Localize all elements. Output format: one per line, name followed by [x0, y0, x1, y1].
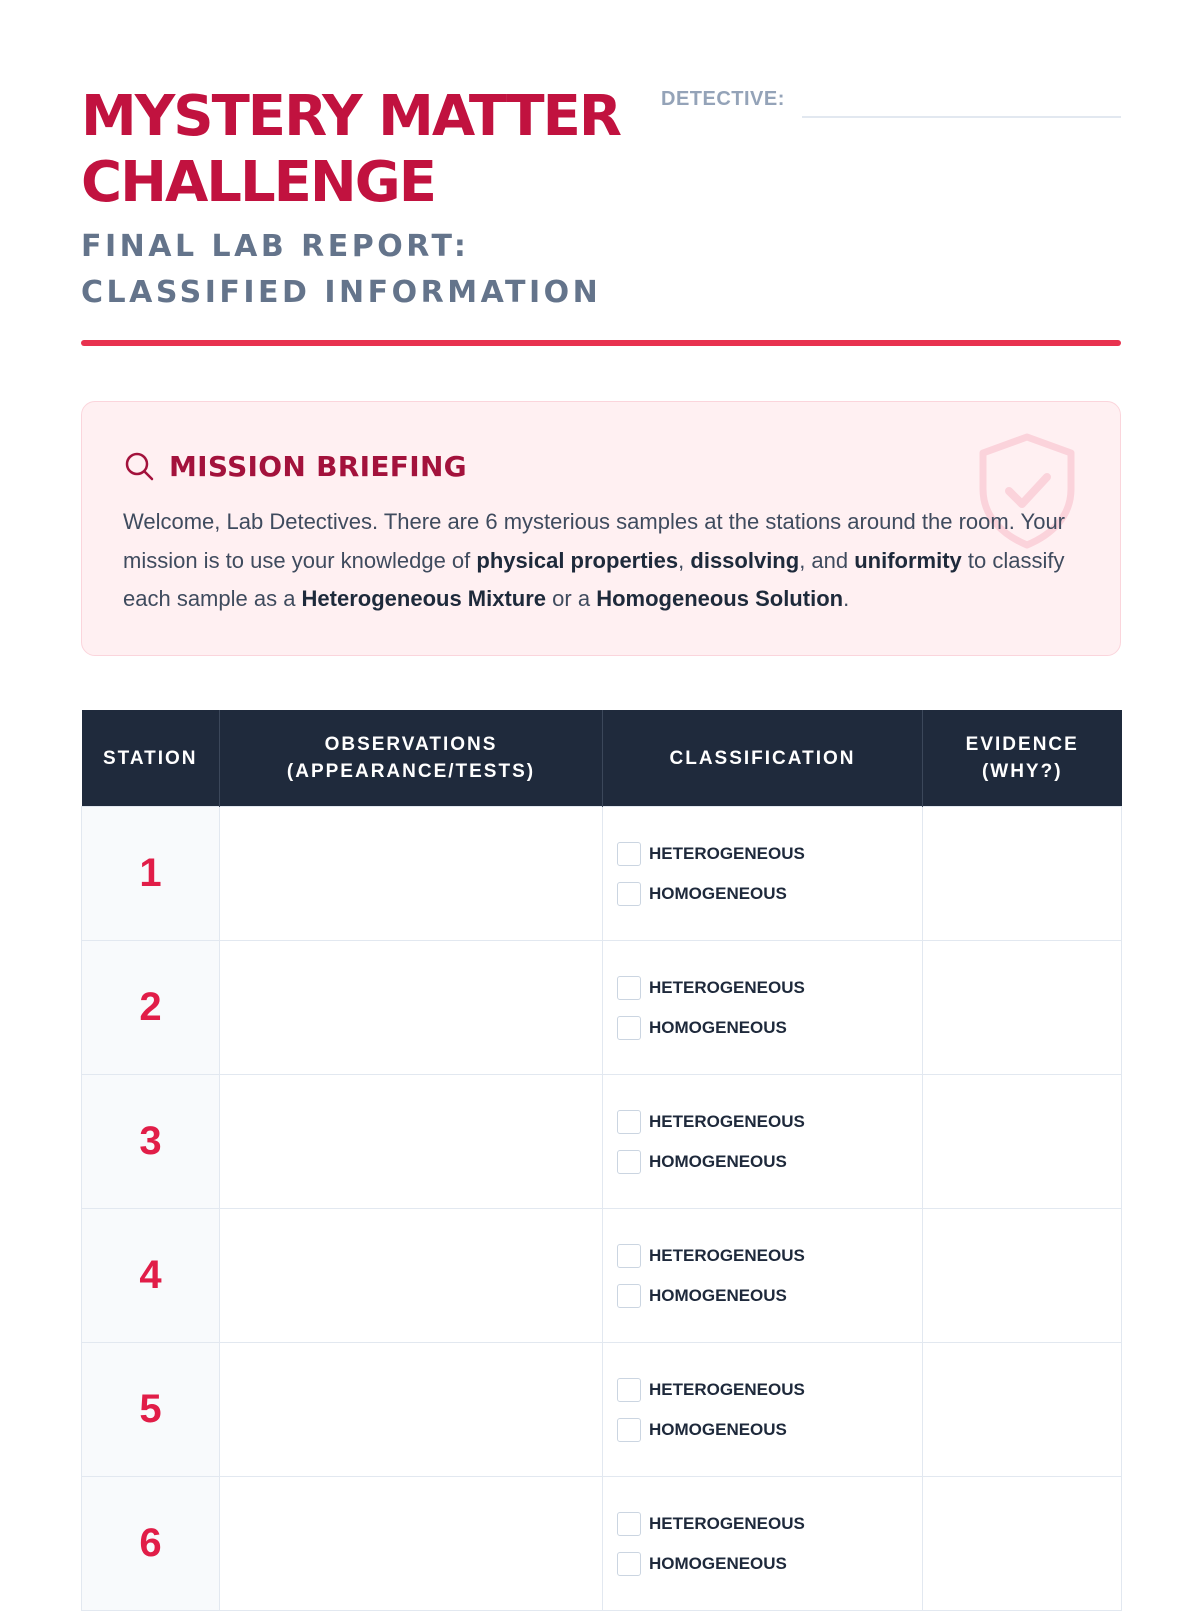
observations-cell[interactable]: [220, 941, 603, 1075]
briefing-keyword: uniformity: [854, 547, 962, 573]
classification-options: [603, 1236, 922, 1316]
station-number: 2: [82, 941, 220, 1075]
heterogeneous-label: HETEROGENEOUS: [649, 1379, 805, 1399]
heterogeneous-checkbox[interactable]: [617, 1378, 641, 1402]
briefing-keyword: Heterogeneous Mixture: [301, 586, 547, 611]
heterogeneous-option[interactable]: [617, 1102, 922, 1142]
briefing-text-part: .: [843, 586, 850, 611]
observations-cell[interactable]: [220, 1477, 603, 1611]
observations-cell[interactable]: [220, 1343, 603, 1477]
heterogeneous-label: HETEROGENEOUS: [649, 843, 805, 863]
briefing-title: MISSION BRIEFING: [169, 449, 467, 483]
header-divider: [81, 340, 1121, 346]
homogeneous-option[interactable]: [617, 1008, 922, 1048]
homogeneous-checkbox[interactable]: [617, 1418, 641, 1442]
classification-options: [603, 834, 922, 914]
homogeneous-checkbox[interactable]: [617, 1552, 641, 1576]
station-number: 1: [82, 807, 220, 941]
heterogeneous-option[interactable]: [617, 834, 922, 874]
heterogeneous-label: HETEROGENEOUS: [649, 1111, 805, 1131]
briefing-keyword: physical properties: [476, 547, 679, 573]
evidence-cell[interactable]: [923, 1209, 1122, 1343]
briefing-text: [123, 503, 1083, 619]
page-title: [81, 84, 620, 216]
table-row: [82, 1343, 1122, 1477]
heterogeneous-label: HETEROGENEOUS: [649, 1245, 805, 1265]
station-number: 3: [82, 1075, 220, 1209]
table-row: [82, 1075, 1122, 1209]
table-row: [82, 1209, 1122, 1343]
detective-field: [661, 86, 1121, 122]
classification-cell: [603, 1075, 923, 1209]
heterogeneous-label: HETEROGENEOUS: [649, 977, 805, 997]
briefing-text-part: Welcome, Lab Detectives. There are 6 mysterious samples at the stations around the room. Your mission is to use your knowledge of: [123, 509, 1066, 573]
heterogeneous-option[interactable]: [617, 968, 922, 1008]
homogeneous-label: HOMOGENEOUS: [649, 1017, 787, 1037]
homogeneous-label: HOMOGENEOUS: [649, 1553, 787, 1573]
detective-name-input[interactable]: [802, 116, 1121, 118]
observations-cell[interactable]: [220, 1075, 603, 1209]
lab-report-table: [81, 710, 1122, 1611]
heterogeneous-checkbox[interactable]: [617, 1110, 641, 1134]
table-header-row: [82, 710, 1122, 807]
subtitle-line-1: FINAL LAB REPORT:: [81, 229, 470, 264]
homogeneous-label: HOMOGENEOUS: [649, 883, 787, 903]
table-row: [82, 941, 1122, 1075]
table-row: [82, 1477, 1122, 1611]
briefing-text-part: to classify each sample as a: [123, 547, 1065, 611]
briefing-text-part: ,: [678, 547, 691, 573]
classification-options: [603, 1102, 922, 1182]
homogeneous-label: HOMOGENEOUS: [649, 1419, 787, 1439]
search-icon: [123, 450, 155, 482]
heterogeneous-checkbox[interactable]: [617, 976, 641, 1000]
header-evidence: EVIDENCE (WHY?): [923, 710, 1122, 807]
header-classification: CLASSIFICATION: [603, 710, 923, 807]
heterogeneous-label: HETEROGENEOUS: [649, 1513, 805, 1533]
observations-cell[interactable]: [220, 1209, 603, 1343]
homogeneous-checkbox[interactable]: [617, 1016, 641, 1040]
evidence-cell[interactable]: [923, 1075, 1122, 1209]
heterogeneous-checkbox[interactable]: [617, 842, 641, 866]
evidence-cell[interactable]: [923, 807, 1122, 941]
evidence-cell[interactable]: [923, 1477, 1122, 1611]
subtitle-line-2: CLASSIFIED INFORMATION: [81, 275, 602, 310]
worksheet-page: [81, 0, 1121, 1573]
page-header: [81, 0, 1121, 350]
briefing-text-part: or a: [546, 586, 597, 611]
header-station: STATION: [82, 710, 220, 807]
heterogeneous-option[interactable]: [617, 1370, 922, 1410]
classification-cell: [603, 1477, 923, 1611]
mission-briefing-card: [81, 401, 1121, 656]
title-line-2: CHALLENGE: [81, 150, 436, 215]
table-row: [82, 807, 1122, 941]
heterogeneous-checkbox[interactable]: [617, 1244, 641, 1268]
detective-label: DETECTIVE:: [661, 88, 785, 110]
station-number: 4: [82, 1209, 220, 1343]
homogeneous-label: HOMOGENEOUS: [649, 1285, 787, 1305]
title-line-1: MYSTERY MATTER: [81, 84, 620, 149]
header-observations: OBSERVATIONS (APPEARANCE/TESTS): [220, 710, 603, 807]
classification-cell: [603, 1343, 923, 1477]
classification-options: [603, 1370, 922, 1450]
station-number: 5: [82, 1343, 220, 1477]
observations-cell[interactable]: [220, 807, 603, 941]
classification-cell: [603, 807, 923, 941]
classification-cell: [603, 941, 923, 1075]
evidence-cell[interactable]: [923, 941, 1122, 1075]
heterogeneous-option[interactable]: [617, 1504, 922, 1544]
homogeneous-label: HOMOGENEOUS: [649, 1151, 787, 1171]
heterogeneous-option[interactable]: [617, 1236, 922, 1276]
station-number: 6: [82, 1477, 220, 1611]
briefing-keyword: dissolving: [690, 547, 800, 573]
briefing-heading: [123, 446, 467, 486]
classification-options: [603, 968, 922, 1048]
evidence-cell[interactable]: [923, 1343, 1122, 1477]
homogeneous-option[interactable]: [617, 1410, 922, 1450]
page-subtitle: [81, 224, 601, 316]
homogeneous-checkbox[interactable]: [617, 882, 641, 906]
homogeneous-option[interactable]: [617, 1544, 922, 1584]
briefing-keyword: Homogeneous Solution: [596, 586, 844, 611]
homogeneous-checkbox[interactable]: [617, 1150, 641, 1174]
homogeneous-option[interactable]: [617, 1142, 922, 1182]
heterogeneous-checkbox[interactable]: [617, 1512, 641, 1536]
homogeneous-checkbox[interactable]: [617, 1284, 641, 1308]
homogeneous-option[interactable]: [617, 1276, 922, 1316]
briefing-text-part: , and: [799, 547, 855, 573]
classification-cell: [603, 1209, 923, 1343]
homogeneous-option[interactable]: [617, 874, 922, 914]
classification-options: [603, 1504, 922, 1584]
